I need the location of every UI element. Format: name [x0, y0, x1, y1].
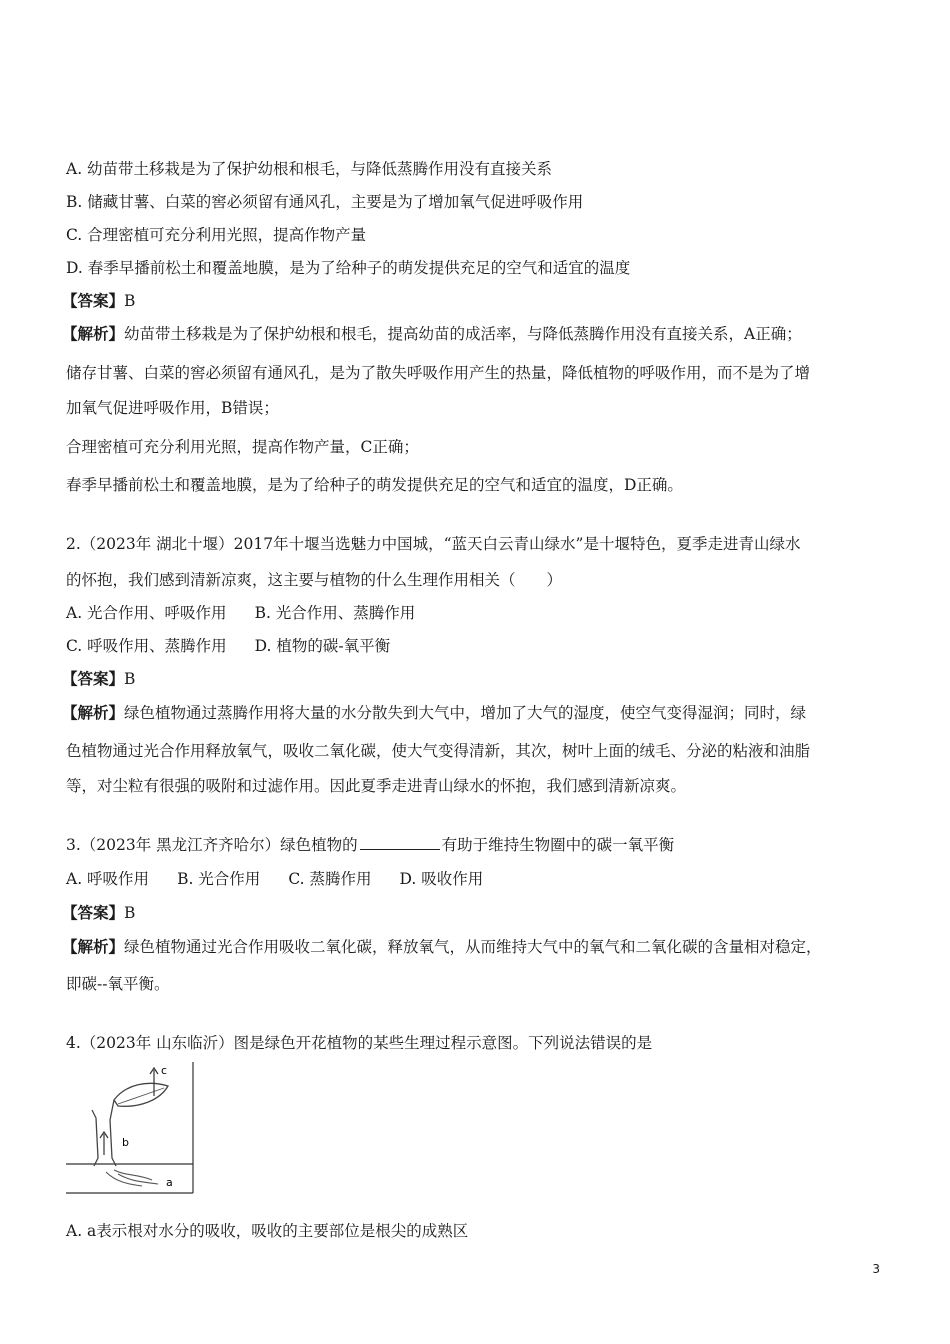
q1-option-d: D. 春季早播前松土和覆盖地膜，是为了给种子的萌发提供充足的空气和适宜的温度: [66, 259, 631, 277]
roots: [106, 1170, 158, 1186]
analysis-label: 【解析】: [62, 703, 125, 722]
answer-value: B: [124, 292, 136, 310]
q1-analysis-line-2: 储存甘薯、白菜的窖必须留有通风孔，是为了散失呼吸作用产生的热量，降低植物的呼吸作用，而不是为了增: [66, 364, 811, 382]
fill-in-blank: [360, 835, 440, 850]
q3-option-d: D. 吸收作用: [399, 870, 484, 888]
analysis-label: 【解析】: [62, 324, 125, 343]
analysis-text: 幼苗带土移栽是为了保护幼根和根毛，提高幼苗的成活率，与降低蒸腾作用没有直接关系，A正确；: [124, 325, 802, 343]
analysis-text: 绿色植物通过光合作用吸收二氧化碳，释放氧气，从而维持大气中的氧气和二氧化碳的含量相对稳定，: [124, 938, 822, 956]
q1-option-c: C. 合理密植可充分利用光照，提高作物产量: [66, 226, 367, 244]
q3-stem-after: 有助于维持生物圈中的碳一氧平衡: [441, 836, 675, 854]
q3-stem: [66, 834, 674, 856]
q1-option-b: B. 储藏甘薯、白菜的窖必须留有通风孔，主要是为了增加氧气促进呼吸作用: [66, 193, 584, 211]
q3-stem-before: 3.（2023年 黑龙江齐齐哈尔）绿色植物的: [66, 836, 358, 854]
label-a: a: [166, 1176, 173, 1189]
answer-label: 【答案】: [62, 291, 125, 310]
q3-option-b: B. 光合作用: [177, 870, 261, 888]
q2-option-b: B. 光合作用、蒸腾作用: [254, 604, 416, 622]
q2-options-row-1: [66, 602, 415, 624]
q2-analysis-line-3: 等，对尘粒有很强的吸附和过滤作用。因此夏季走进青山绿水的怀抱，我们感到清新凉爽。: [66, 777, 687, 795]
q3-option-a: A. 呼吸作用: [66, 870, 150, 888]
q1-option-a: A. 幼苗带土移栽是为了保护幼根和根毛，与降低蒸腾作用没有直接关系: [66, 160, 553, 178]
q2-analysis-line-2: 色植物通过光合作用释放氧气，吸收二氧化碳，使大气变得清新，其次，树叶上面的绒毛、分泌的粘液和油脂: [66, 742, 811, 760]
q1-answer: [62, 290, 135, 312]
q2-analysis-line-1: [62, 702, 806, 724]
q3-options-row: [66, 868, 483, 890]
q3-analysis-line-1: [62, 936, 822, 958]
q2-stem-line-2: 的怀抱，我们感到清新凉爽，这主要与植物的什么生理作用相关（ ）: [66, 571, 563, 589]
q1-analysis-line-5: 春季早播前松土和覆盖地膜，是为了给种子的萌发提供充足的空气和适宜的温度，D正确。: [66, 476, 683, 494]
q2-option-c: C. 呼吸作用、蒸腾作用: [66, 637, 227, 655]
stem-right-edge: [110, 1100, 116, 1166]
q3-option-c: C. 蒸腾作用: [288, 870, 372, 888]
q2-option-d: D. 植物的碳-氧平衡: [254, 637, 391, 655]
q2-options-row-2: [66, 635, 390, 657]
stem-left-edge: [92, 1110, 98, 1166]
q3-analysis-line-2: 即碳--氧平衡。: [66, 975, 170, 993]
q4-option-a: A. a表示根对水分的吸收，吸收的主要部位是根尖的成熟区: [66, 1222, 469, 1240]
q4-stem: 4.（2023年 山东临沂）图是绿色开花植物的某些生理过程示意图。下列说法错误的是: [66, 1034, 653, 1052]
q2-stem-line-1: 2.（2023年 湖北十堰）2017年十堰当选魅力中国城，“蓝天白云青山绿水”是十堰特色，夏季走进青山绿水: [66, 535, 801, 553]
q3-answer: [62, 902, 135, 924]
answer-label: 【答案】: [62, 669, 125, 688]
label-c: c: [161, 1064, 168, 1077]
q1-analysis-line-1: [62, 323, 802, 345]
page-number: 3: [872, 1262, 880, 1276]
answer-value: B: [124, 904, 136, 922]
q2-option-a: A. 光合作用、呼吸作用: [66, 604, 227, 622]
answer-value: B: [124, 670, 136, 688]
analysis-text: 绿色植物通过蒸腾作用将大量的水分散失到大气中，增加了大气的湿度，使空气变得湿润；同时，绿: [124, 704, 807, 722]
plant-process-diagram: [66, 1060, 196, 1195]
label-b: b: [122, 1136, 129, 1149]
q1-analysis-line-4: 合理密植可充分利用光照，提高作物产量，C正确；: [66, 438, 419, 456]
q1-analysis-line-3: 加氧气促进呼吸作用，B错误；: [66, 399, 279, 417]
q2-answer: [62, 668, 135, 690]
answer-label: 【答案】: [62, 903, 125, 922]
analysis-label: 【解析】: [62, 937, 125, 956]
